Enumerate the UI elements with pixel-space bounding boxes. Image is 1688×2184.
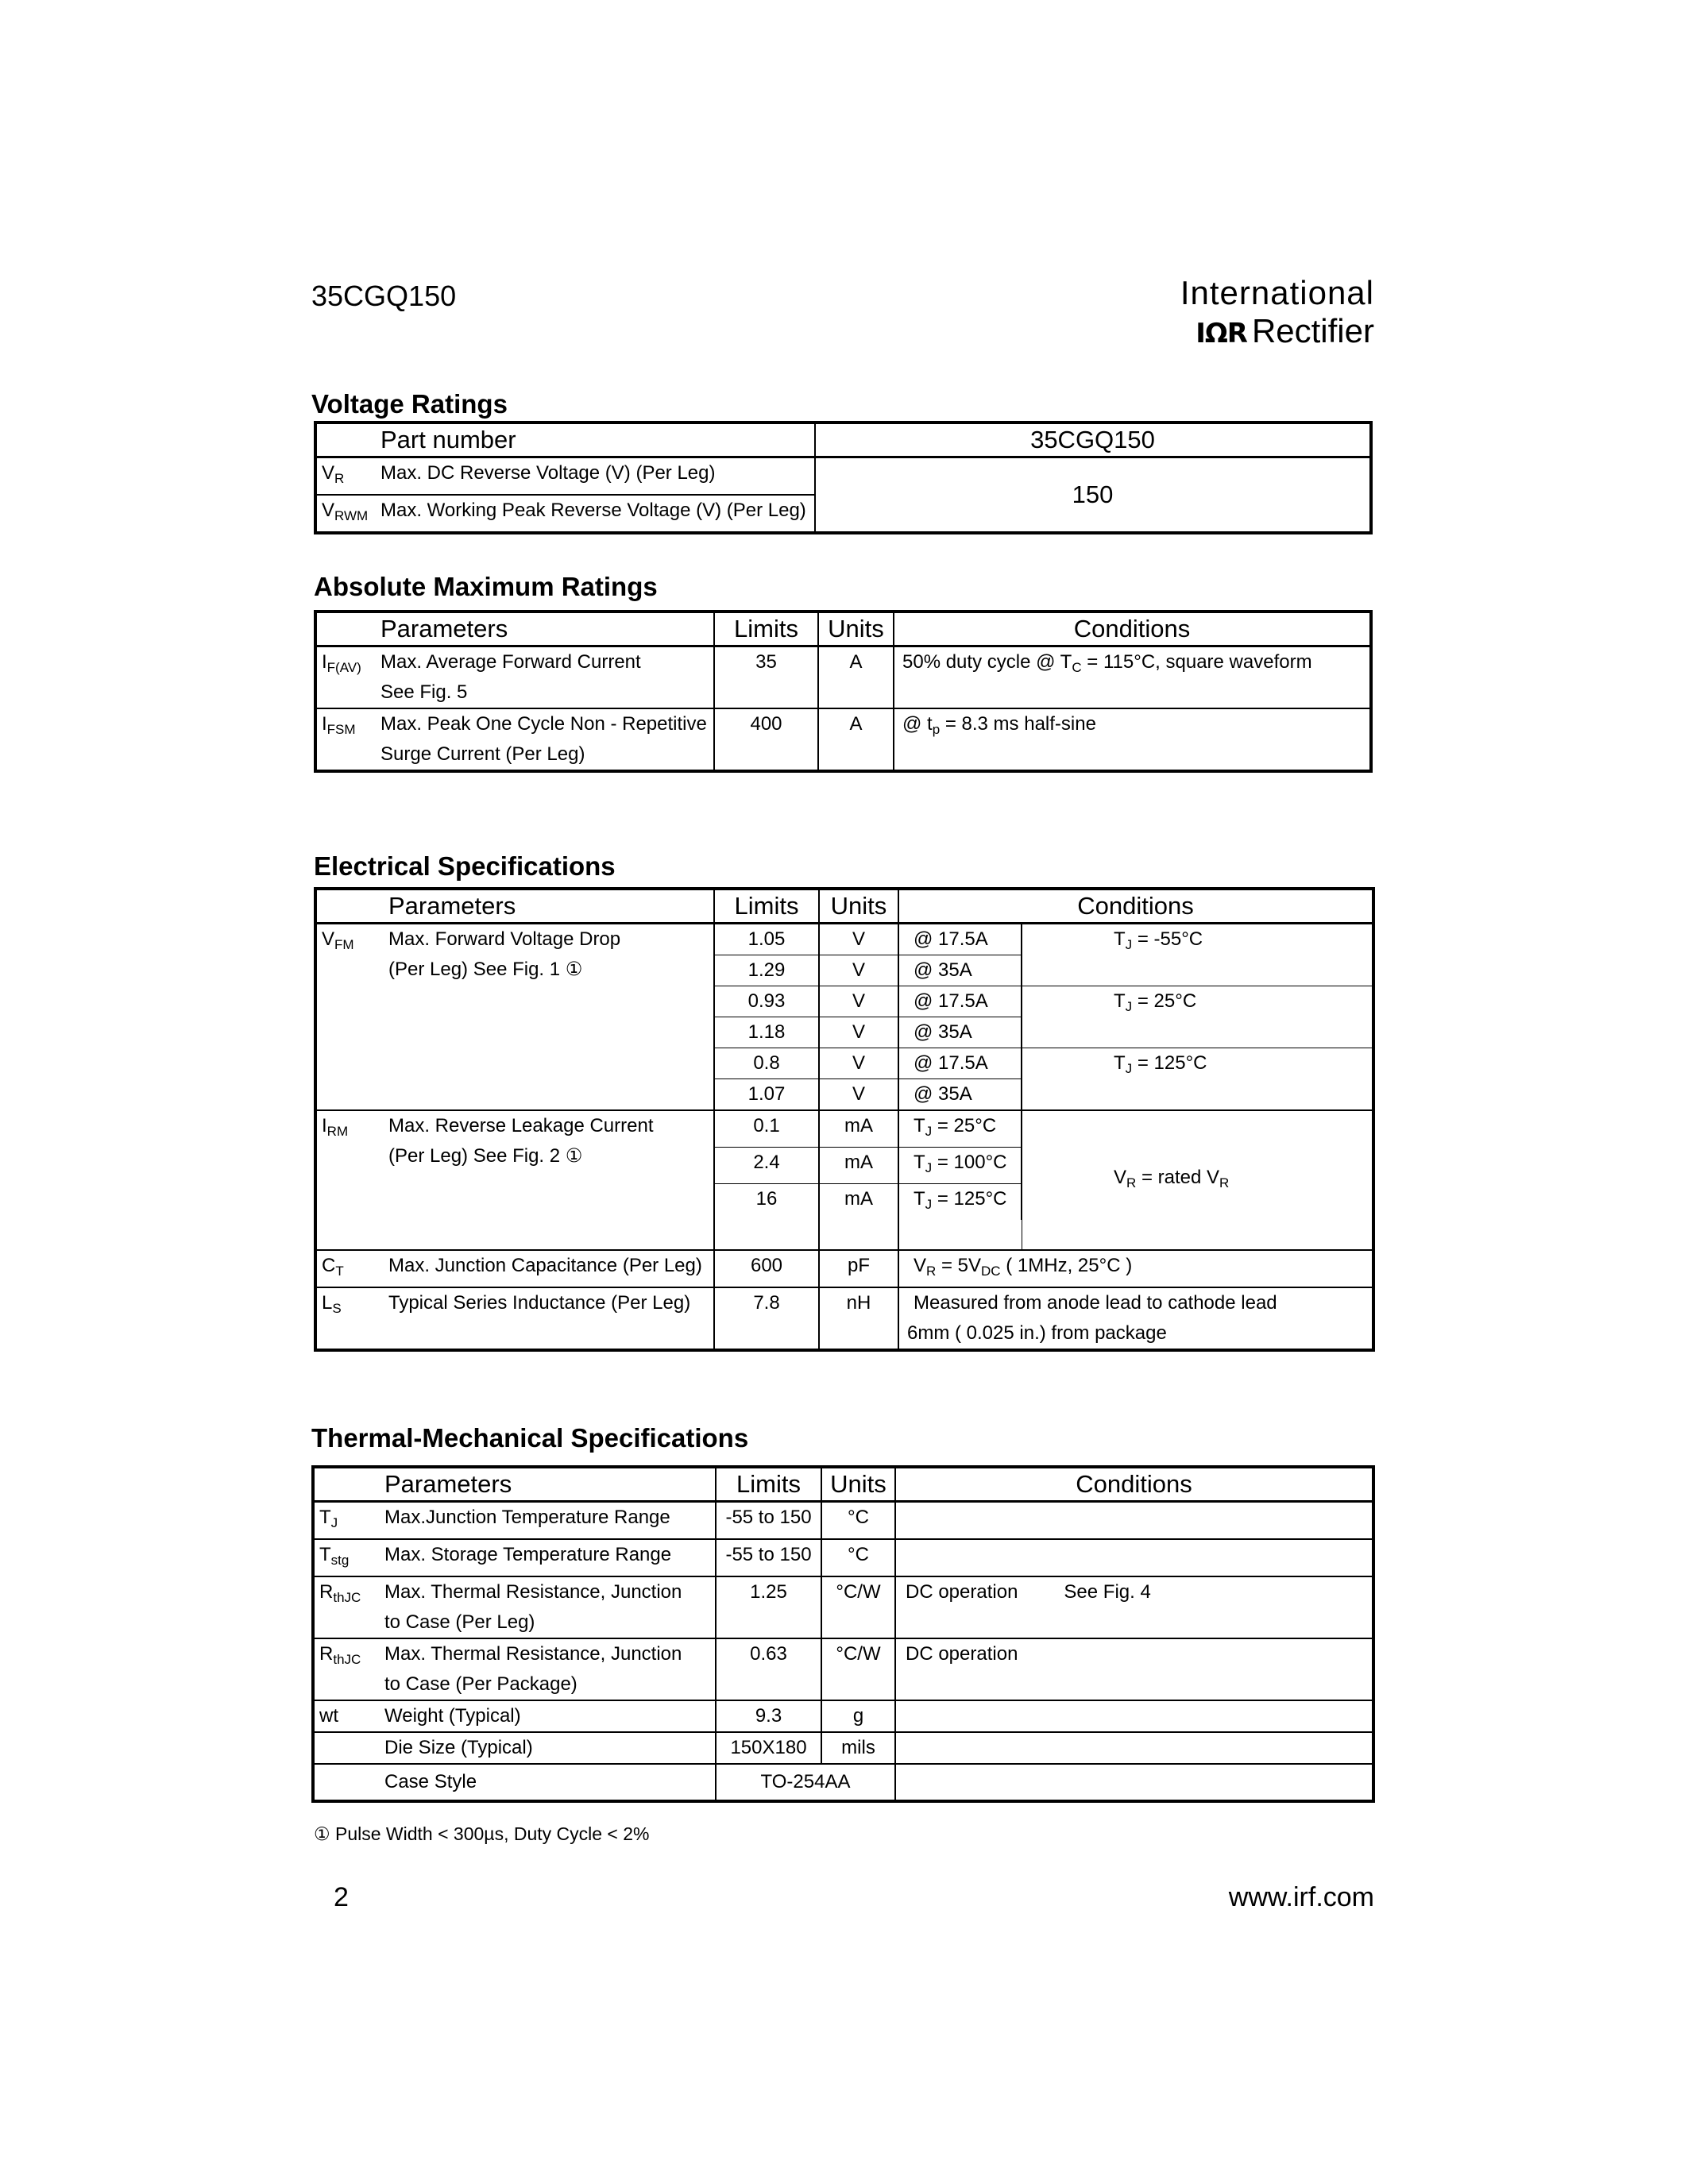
condition-sub: J (925, 1197, 933, 1212)
condition-sub: R (926, 1264, 937, 1279)
unit-value: mA (819, 1184, 898, 1221)
page-number: 2 (334, 1882, 349, 1912)
tj-sub: J (1125, 1061, 1133, 1076)
col-conditions: Conditions (894, 612, 1371, 646)
unit-value: V (819, 1079, 898, 1111)
unit-value: °C/W (821, 1576, 895, 1638)
col-parameters: Parameters (375, 1467, 716, 1502)
thermal-table (311, 1465, 1375, 1803)
param-desc: Die Size (Typical) (375, 1732, 716, 1764)
condition-2: 6mm ( 0.025 in.) from package (907, 1322, 1167, 1344)
tj-sub: J (1125, 999, 1133, 1014)
symbol: T (319, 1544, 331, 1565)
limit-value: 0.63 (716, 1638, 821, 1700)
condition: DC operation (895, 1638, 1373, 1700)
limit-value: -55 to 150 (716, 1539, 821, 1576)
condition: @ t (902, 713, 933, 735)
condition-post: = 100°C (932, 1152, 1007, 1173)
voltage-value: 150 (815, 457, 1371, 534)
symbol: I (322, 1115, 327, 1136)
condition: @ 35A (898, 1079, 1022, 1111)
param-desc-2: See Fig. 5 (380, 681, 468, 703)
limit-value: 16 (714, 1184, 819, 1221)
condition: T (914, 1152, 925, 1173)
elec-table (314, 887, 1375, 1352)
unit-value: V (819, 924, 898, 955)
absmax-table (314, 610, 1373, 773)
unit-value: nH (819, 1287, 898, 1350)
symbol-sub: thJC (333, 1590, 361, 1605)
logo-line2: Rectifier (1251, 312, 1374, 349)
vr-mid: = rated V (1136, 1166, 1220, 1188)
limit-value: 0.8 (714, 1048, 819, 1079)
unit-value: V (819, 1048, 898, 1079)
condition: 50% duty cycle @ T (902, 651, 1072, 673)
tj-label: T (1114, 990, 1126, 1012)
col-conditions: Conditions (895, 1467, 1373, 1502)
param-desc: Max. Reverse Leakage Current (388, 1115, 654, 1136)
condition: @ 17.5A (898, 986, 1022, 1017)
col-part-value: 35CGQ150 (815, 423, 1371, 457)
param-desc: Max. Junction Capacitance (Per Leg) (379, 1250, 714, 1287)
limit-value: 1.25 (716, 1576, 821, 1638)
condition-2: See Fig. 4 (1064, 1581, 1151, 1603)
condition: @ 17.5A (898, 1048, 1022, 1079)
param-desc-2: (Per Leg) See Fig. 1 ① (388, 959, 583, 980)
param-desc-2: Surge Current (Per Leg) (380, 743, 585, 765)
vr-label: V (1114, 1166, 1127, 1188)
unit-value: °C (821, 1502, 895, 1540)
col-conditions: Conditions (898, 889, 1373, 924)
unit-value: mA (819, 1148, 898, 1184)
param-desc: Max. Thermal Resistance, Junction (384, 1643, 682, 1665)
param-desc: Weight (Typical) (375, 1700, 716, 1732)
unit-value: V (819, 1017, 898, 1048)
unit-value: g (821, 1700, 895, 1732)
absmax-title: Absolute Maximum Ratings (314, 572, 658, 601)
limit-value: 35 (714, 646, 818, 709)
footnote: ① Pulse Width < 300µs, Duty Cycle < 2% (314, 1823, 650, 1844)
limit-value: -55 to 150 (716, 1502, 821, 1540)
unit-value: °C (821, 1539, 895, 1576)
unit-value: V (819, 955, 898, 986)
symbol: R (319, 1581, 334, 1603)
logo-mark: IΩR (1196, 318, 1247, 349)
condition-sub: C (1072, 660, 1082, 675)
condition-sub-2: DC (981, 1264, 1001, 1279)
col-part-number: Part number (371, 423, 815, 457)
limit-value: 1.29 (714, 955, 819, 986)
symbol-sub: stg (330, 1553, 350, 1568)
symbol-sub: J (330, 1515, 338, 1530)
symbol-sub: FSM (326, 722, 356, 737)
param-desc: Max. Forward Voltage Drop (388, 928, 621, 950)
unit-value: °C/W (821, 1638, 895, 1700)
limit-value: 2.4 (714, 1148, 819, 1184)
col-units: Units (821, 1467, 895, 1502)
unit-value: A (818, 708, 894, 771)
condition-post: = 25°C (932, 1115, 997, 1136)
param-desc: Max. Thermal Resistance, Junction (384, 1581, 682, 1603)
limit-value: 150X180 (716, 1732, 821, 1764)
col-units: Units (819, 889, 898, 924)
unit-value: mA (819, 1110, 898, 1148)
param-desc: Max. DC Reverse Voltage (V) (Per Leg) (371, 457, 815, 496)
tj-sub: J (1125, 937, 1133, 952)
vr-sub: R (1126, 1175, 1137, 1190)
condition-post: = 8.3 ms half-sine (940, 713, 1096, 735)
company-logo (1180, 274, 1374, 353)
condition-sub: J (925, 1124, 933, 1139)
param-desc: Typical Series Inductance (Per Leg) (379, 1287, 714, 1350)
tj-value: = 25°C (1132, 990, 1197, 1012)
param-desc: Max. Storage Temperature Range (375, 1539, 716, 1576)
unit-value: pF (819, 1250, 898, 1287)
symbol-sub: F(AV) (326, 660, 361, 675)
limit-value: 1.07 (714, 1079, 819, 1111)
symbol: C (322, 1255, 336, 1276)
condition-post: ( 1MHz, 25°C ) (1000, 1255, 1133, 1276)
param-desc: Max.Junction Temperature Range (375, 1502, 716, 1540)
tj-value: = 125°C (1132, 1052, 1207, 1074)
col-units: Units (818, 612, 894, 646)
param-desc: Case Style (375, 1764, 716, 1801)
limit-value: 1.18 (714, 1017, 819, 1048)
condition-post: = 125°C (932, 1188, 1007, 1210)
unit-value: A (818, 646, 894, 709)
condition: T (914, 1115, 925, 1136)
condition: @ 35A (898, 1017, 1022, 1048)
col-parameters: Parameters (379, 889, 714, 924)
tj-label: T (1114, 1052, 1126, 1074)
symbol-sub: RWM (334, 508, 369, 523)
symbol: V (322, 928, 335, 950)
symbol-sub: thJC (333, 1652, 361, 1667)
condition: @ 35A (898, 955, 1022, 986)
param-desc-2: (Per Leg) See Fig. 2 ① (388, 1145, 583, 1167)
vr-sub-2: R (1219, 1175, 1230, 1190)
condition: @ 17.5A (898, 924, 1022, 955)
param-desc: Max. Average Forward Current (380, 651, 641, 673)
col-parameters: Parameters (371, 612, 714, 646)
footer-url: www.irf.com (1228, 1882, 1374, 1912)
logo-line1: International (1180, 274, 1374, 311)
limit-value: 0.93 (714, 986, 819, 1017)
condition-post: = 115°C, square waveform (1081, 651, 1312, 673)
limit-value: 1.05 (714, 924, 819, 955)
symbol: L (322, 1292, 333, 1314)
param-desc: Max. Working Peak Reverse Voltage (V) (Per Leg) (371, 495, 815, 533)
symbol: I (322, 651, 327, 673)
condition-sub: J (925, 1160, 933, 1175)
col-limits: Limits (714, 612, 818, 646)
tj-label: T (1114, 928, 1126, 950)
limit-value: 600 (714, 1250, 819, 1287)
condition: DC operation (906, 1581, 1018, 1603)
limit-value: 9.3 (716, 1700, 821, 1732)
part-number-header: 35CGQ150 (311, 280, 457, 312)
thermal-title: Thermal-Mechanical Specifications (311, 1423, 749, 1453)
condition: Measured from anode lead to cathode lead (914, 1292, 1277, 1314)
condition-mid: = 5V (936, 1255, 982, 1276)
elec-title: Electrical Specifications (314, 851, 616, 881)
condition: T (914, 1188, 925, 1210)
condition-sub: p (932, 722, 941, 737)
symbol-sub: R (334, 471, 345, 486)
limit-value: 0.1 (714, 1110, 819, 1148)
limit-value: 7.8 (714, 1287, 819, 1350)
symbol-sub: RM (326, 1124, 349, 1139)
unit-value: V (819, 986, 898, 1017)
case-style-value: TO-254AA (716, 1764, 895, 1801)
voltage-ratings-table (314, 421, 1373, 534)
symbol: V (322, 500, 335, 521)
symbol: R (319, 1643, 334, 1665)
param-desc: Max. Peak One Cycle Non - Repetitive (380, 713, 707, 735)
symbol: wt (319, 1705, 338, 1727)
param-desc-2: to Case (Per Leg) (384, 1611, 535, 1633)
col-limits: Limits (716, 1467, 821, 1502)
param-desc-2: to Case (Per Package) (384, 1673, 577, 1695)
tj-value: = -55°C (1132, 928, 1203, 950)
symbol-sub: FM (334, 937, 354, 952)
symbol-sub: S (332, 1301, 342, 1316)
symbol-sub: T (335, 1264, 344, 1279)
col-limits: Limits (714, 889, 819, 924)
condition: V (914, 1255, 927, 1276)
symbol: T (319, 1507, 331, 1528)
voltage-ratings-title: Voltage Ratings (311, 389, 508, 419)
unit-value: mils (821, 1732, 895, 1764)
symbol: I (322, 713, 327, 735)
limit-value: 400 (714, 708, 818, 771)
symbol: V (322, 462, 335, 484)
